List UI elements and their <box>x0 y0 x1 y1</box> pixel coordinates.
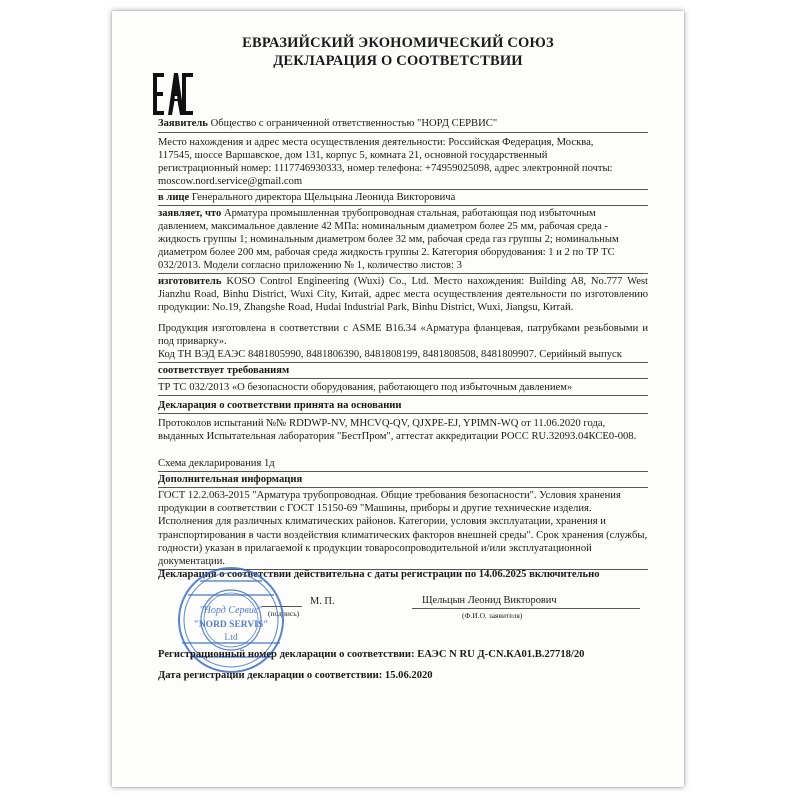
divider <box>158 395 648 396</box>
additional-label: Дополнительная информация <box>158 474 303 485</box>
name-line <box>412 608 640 609</box>
additional-text: ГОСТ 12.2.063-2015 "Арматура трубопроводная. Общие требования безопасности". Условия хранения продукции в соответствии с ГОСТ 15150-69 "Машины, приборы и другие технические изделия. Исполнения для различных климатических районов. Категории, условия эксплуатации, хранения и транспортирования в части воздействия климатических факторов внешней среды". Срок хранения (службы, годности) указан в прилагаемой к продукции товаросопроводительной и/или эксплуатационной документации. <box>158 490 648 568</box>
registration-number-label: Регистрационный номер декларации о соответствии: <box>158 649 415 660</box>
manufacturer-standard: Продукция изготовлена в соответствии с ASME B16.34 «Арматура фланцевая, патрубками резьбовыми и под приварку». <box>158 323 648 348</box>
manufacturer-block <box>158 275 648 315</box>
representative-value: Генерального директора Щельцына Леонида Викторовича <box>191 192 456 203</box>
applicant-label: Заявитель <box>158 118 208 129</box>
divider <box>158 362 648 363</box>
title-line-1: ЕВРАЗИЙСКИЙ ЭКОНОМИЧЕСКИЙ СОЮЗ <box>242 35 554 51</box>
registration-date-value: 15.06.2020 <box>384 670 433 681</box>
divider <box>158 273 648 274</box>
eac-mark-icon <box>152 71 194 117</box>
divider <box>158 471 648 472</box>
registration-date-row <box>158 669 646 682</box>
manufacturer-label: изготовитель <box>158 276 222 287</box>
mp-label: М. П. <box>310 596 335 607</box>
declares-line-2: давлением, максимальное давление 42 МПа: номинальным диаметром более 25 мм, рабочая среда - <box>158 221 608 232</box>
requirements-text: ТР ТС 032/2013 «О безопасности оборудования, работающего под избыточным давлением» <box>158 382 573 393</box>
address-line-4: moscow.nord.service@gmail.com <box>158 176 303 187</box>
basis-text: Протоколов испытаний №№ RDDWP-NV, MHCVQ-QV, QJXPE-EJ, YPIMN-WQ от 11.06.2020 года, выданных Испытательная лаборатория "БестПром", аттестат аккредитации РОСС RU.32093.04КСЕ0-008. <box>158 418 637 443</box>
address-line-3: регистрационный номер: 1117746930333, номер телефона: +74959025098, адрес электронной почты: <box>158 163 613 174</box>
applicant-value: Общество с ограниченной ответственностью "НОРД СЕРВИС" <box>210 118 498 129</box>
divider <box>158 205 648 206</box>
divider <box>158 413 648 414</box>
manufacturer-text: KOSO Control Engineering (Wuxi) Co., Ltd. Место нахождения: Building A8, No.777 West Jianzhu Road, Binhu District, Wuxi City, Китай, адрес места осуществления деятельности по изготовлению продукции: No.19, Zhangshe Road, Hudai Industrial Park, Binhu District, Wuxi, Jiangsu, Китай. <box>158 276 648 314</box>
declares-line-4: диаметром более 200 мм, рабочая среда жидкость группы 2. Категория оборудования: 1 и 2 по ТР ТС <box>158 247 615 258</box>
basis-label: Декларация о соответствии принята на основании <box>158 400 402 411</box>
stamp-text-ltd: Ltd <box>224 633 238 643</box>
address-line-1: Место нахождения и адрес места осуществления деятельности: Российская Федерация, Москва, <box>158 137 594 148</box>
divider <box>158 189 648 190</box>
divider <box>158 378 648 379</box>
applicant-row <box>158 117 646 130</box>
stamp-text-ru: "Норд Сервис" <box>199 605 263 616</box>
tn-ved-codes: Код ТН ВЭД ЕАЭС 8481805990, 8481806390, 8481808199, 8481808508, 8481809907. Серийный выпуск <box>158 349 622 360</box>
divider <box>158 132 648 133</box>
divider <box>158 487 648 488</box>
title-line-2: ДЕКЛАРАЦИЯ О СООТВЕТСТВИИ <box>273 53 523 69</box>
signature-caption: (подпись) <box>268 609 300 618</box>
representative-row <box>158 191 646 204</box>
address-line-2: 117545, шоссе Варшавское, дом 131, корпус 5, комната 21, основной государственный <box>158 150 548 161</box>
validity-text: Декларация о соответствии действительна с даты регистрации по 14.06.2025 включительно <box>158 569 600 580</box>
declares-line-1: Арматура промышленная трубопроводная стальная, работающая под избыточным <box>223 208 596 219</box>
registration-number-row <box>158 648 646 661</box>
declares-label: заявляет, что <box>158 208 222 219</box>
requirements-label: соответствует требованиям <box>158 365 290 376</box>
declares-line-3: жидкость группы 1; номинальным диаметром более 32 мм, рабочая среда газ группы 2; номинальным <box>158 234 619 245</box>
representative-label: в лице <box>158 192 190 203</box>
stamp-text-en: "NORD SERVIS" <box>193 620 269 630</box>
signatory-name: Щельцын Леонид Викторович <box>422 595 557 606</box>
declaration-sheet <box>112 11 684 787</box>
declares-row <box>158 207 646 220</box>
registration-number-value: ЕАЭС N RU Д-CN.КА01.В.27718/20 <box>417 649 585 660</box>
registration-date-label: Дата регистрации декларации о соответствии: <box>158 670 383 681</box>
declares-line-5: 032/2013. Модели согласно приложению № 1, количество листов: 3 <box>158 260 462 271</box>
fio-caption: (Ф.И.О. заявителя) <box>462 611 523 620</box>
declaration-scheme: Схема декларирования 1д <box>158 458 275 469</box>
